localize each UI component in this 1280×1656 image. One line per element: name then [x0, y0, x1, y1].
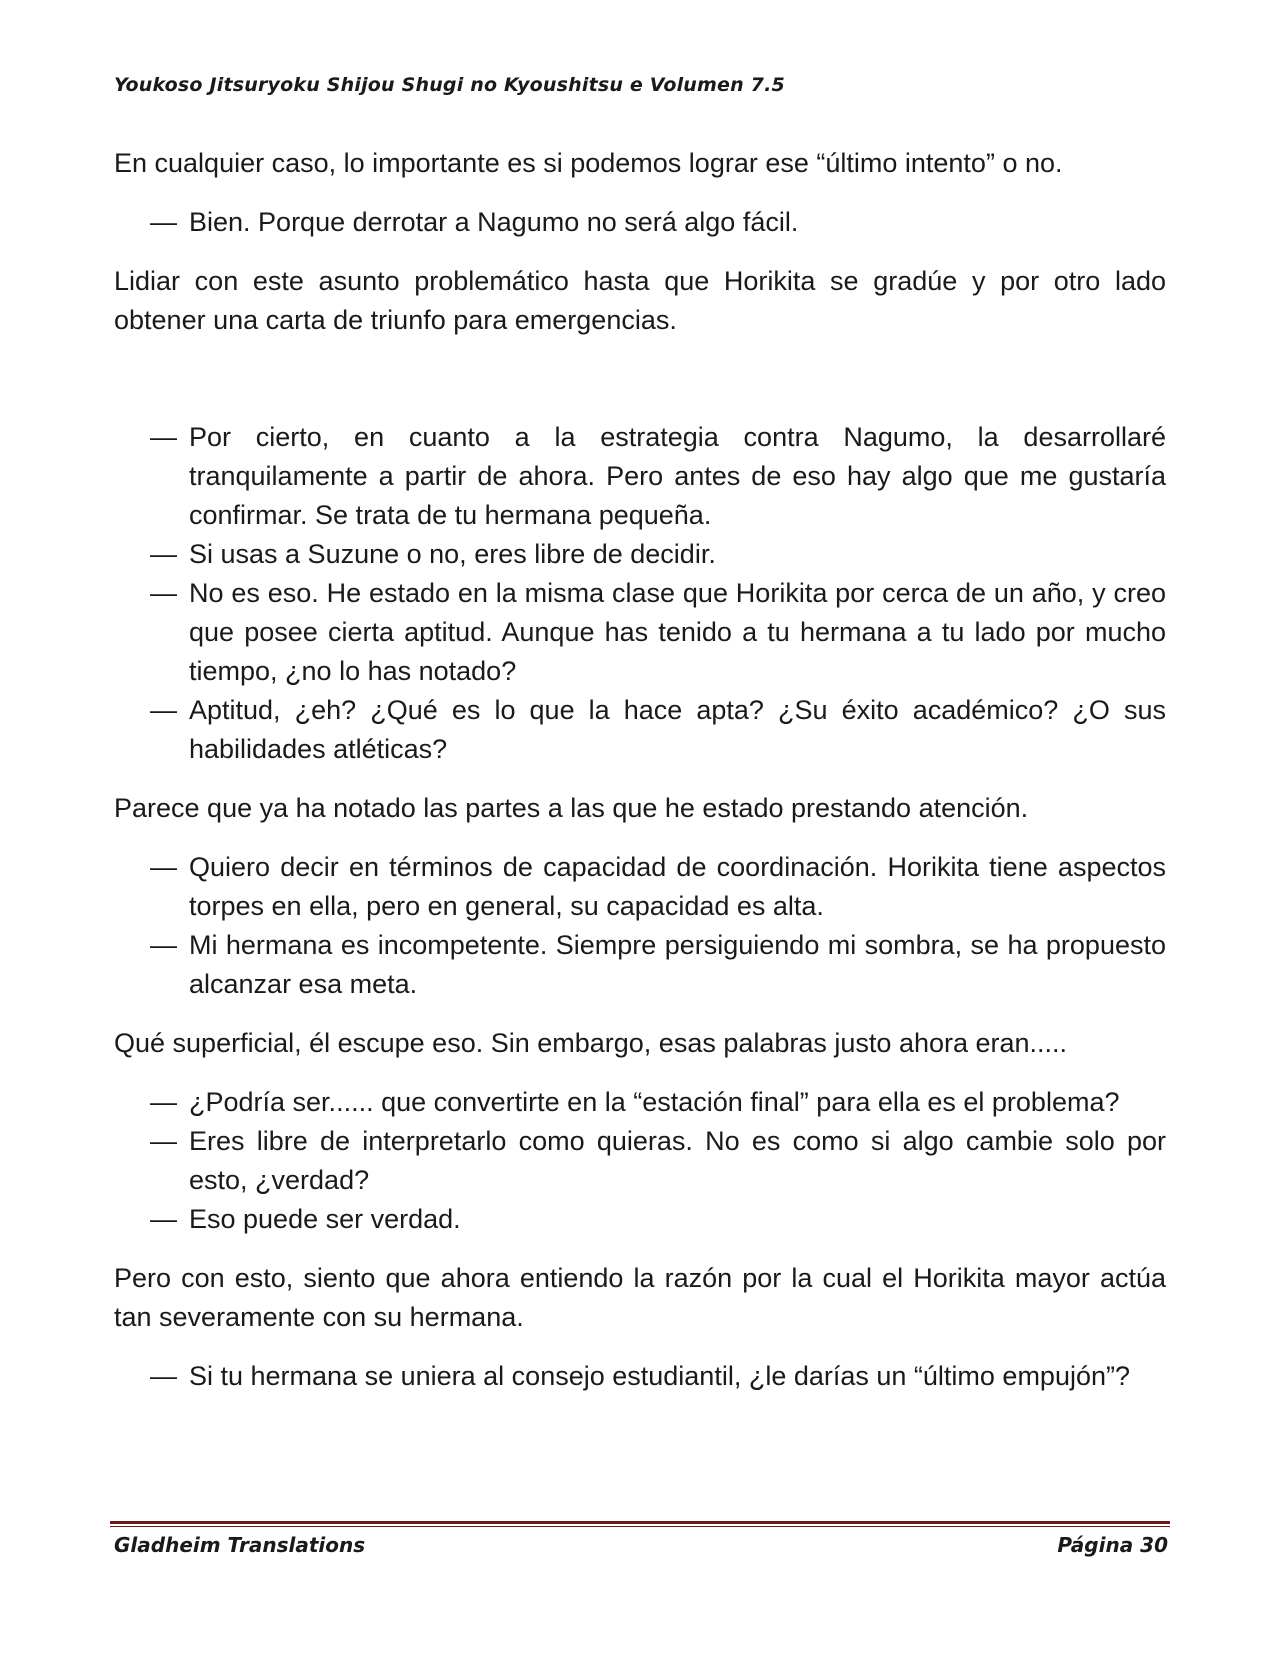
paragraph-2: Lidiar con este asunto problemático hasta que Horikita se gradúe y por otro lado obtener una carta de triunfo para emergencias.	[114, 266, 1166, 335]
dialogue-text: Eso puede ser verdad.	[189, 1204, 461, 1234]
footer-divider	[110, 1521, 1170, 1527]
dialogue-line-9	[114, 1122, 1166, 1200]
dialogue-text: Quiero decir en términos de capacidad de coordinación. Horikita tiene aspectos torpes en ella, pero en general, su capacidad es alta.	[189, 852, 1166, 921]
footer-publisher: Gladheim Translations	[114, 1533, 366, 1557]
dialogue-text: Si usas a Suzune o no, eres libre de decidir.	[189, 539, 716, 569]
em-dash: —	[150, 1126, 177, 1156]
paragraph-4: Qué superficial, él escupe eso. Sin embargo, esas palabras justo ahora eran.....	[114, 1028, 1068, 1058]
running-header: Youkoso Jitsuryoku Shijou Shugi no Kyoushitsu e Volumen 7.5	[114, 74, 785, 96]
dialogue-text: Bien. Porque derrotar a Nagumo no será algo fácil.	[189, 207, 799, 237]
dialogue-text: Por cierto, en cuanto a la estrategia contra Nagumo, la desarrollaré tranquilamente a partir de ahora. Pero antes de eso hay algo que me gustaría confirmar. Se trata de tu hermana pequeña.	[189, 422, 1166, 530]
em-dash: —	[150, 1087, 177, 1117]
section-gap	[114, 360, 1166, 418]
em-dash: —	[150, 578, 177, 608]
paragraph-5: Pero con esto, siento que ahora entiendo la razón por la cual el Horikita mayor actúa tan severamente con su hermana.	[114, 1263, 1166, 1332]
dialogue-line-2	[114, 418, 1166, 535]
dialogue-text: Mi hermana es incompetente. Siempre persiguiendo mi sombra, se ha propuesto alcanzar esa meta.	[189, 930, 1166, 999]
paragraph-3: Parece que ya ha notado las partes a las que he estado prestando atención.	[114, 793, 1029, 823]
dialogue-text: No es eso. He estado en la misma clase que Horikita por cerca de un año, y creo que posee cierta aptitud. Aunque has tenido a tu hermana a tu lado por mucho tiempo, ¿no lo has notado?	[189, 578, 1166, 686]
dialogue-line-7	[114, 926, 1166, 1004]
dialogue-group-3	[114, 848, 1166, 1004]
dialogue-text: Si tu hermana se uniera al consejo estudiantil, ¿le darías un “último empujón”?	[189, 1361, 1131, 1391]
dialogue-line-10	[114, 1200, 1166, 1239]
dialogue-text: ¿Podría ser...... que convertirte en la “estación final” para ella es el problema?	[189, 1087, 1120, 1117]
dialogue-group-1	[114, 203, 1166, 242]
dialogue-group-5	[114, 1357, 1166, 1396]
em-dash: —	[150, 1204, 177, 1234]
em-dash: —	[150, 539, 177, 569]
dialogue-group-4	[114, 1083, 1166, 1239]
dialogue-line-11	[114, 1357, 1166, 1396]
em-dash: —	[150, 207, 177, 237]
em-dash: —	[150, 930, 177, 960]
dialogue-line-3	[114, 535, 1166, 574]
dialogue-line-4	[114, 574, 1166, 691]
dialogue-text: Eres libre de interpretarlo como quieras. No es como si algo cambie solo por esto, ¿verdad?	[189, 1126, 1166, 1195]
em-dash: —	[150, 695, 177, 725]
em-dash: —	[150, 852, 177, 882]
dialogue-text: Aptitud, ¿eh? ¿Qué es lo que la hace apta? ¿Su éxito académico? ¿O sus habilidades atléticas?	[189, 695, 1166, 764]
dialogue-line-8	[114, 1083, 1166, 1122]
dialogue-group-2	[114, 418, 1166, 769]
page-body	[114, 144, 1166, 1416]
dialogue-line-5	[114, 691, 1166, 769]
paragraph-1: En cualquier caso, lo importante es si podemos lograr ese “último intento” o no.	[114, 148, 1063, 178]
dialogue-line-1	[114, 203, 1166, 242]
em-dash: —	[150, 422, 177, 452]
page-number: Página 30	[1057, 1533, 1168, 1557]
dialogue-line-6	[114, 848, 1166, 926]
em-dash: —	[150, 1361, 177, 1391]
